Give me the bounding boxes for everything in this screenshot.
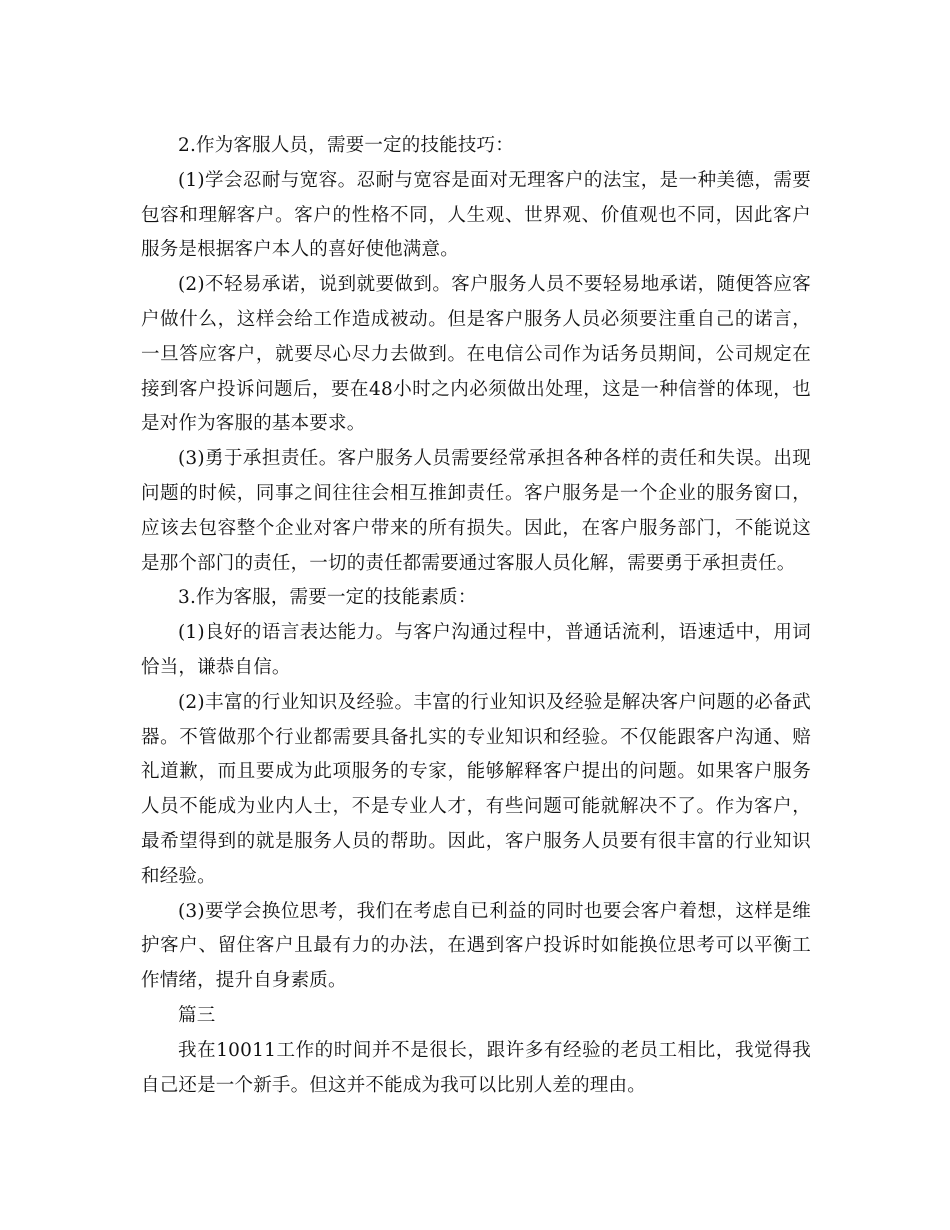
section-heading-skills: 2.作为客服人员，需要一定的技能技巧： [178,135,514,156]
section-heading-part-three: 篇三 [178,1004,216,1026]
paragraph-responsibility: (3)勇于承担责任。客户服务人员需要经常承担各种各样的责任和失误。出现问题的时候，同事之间往往会相互推卸责任。客户服务是一个企业的服务窗口，应该去包容整个企业对客户带来的所有损失。因此，在客户服务部门，不能说这是那个部门的责任，一切的责任都需要通过客服人员化解，需要勇于承担责任。 [141,448,811,574]
document-body [141,129,811,1103]
paragraph-empathy: (3)要学会换位思考，我们在考虑自已利益的同时也要会客户着想，这样是维护客户、留住客户且最有力的办法，在遇到客户投诉时如能换位思考可以平衡工作情绪，提升自身素质。 [141,900,811,992]
section-heading-qualities: 3.作为客服，需要一定的技能素质： [178,587,477,609]
paragraph-language: (1)良好的语言表达能力。与客户沟通过程中，普通话流利，语速适中，用词恰当，谦恭自信。 [141,622,811,678]
paragraph-intro: 我在10011工作的时间并不是很长，跟许多有经验的老员工相比，我觉得我自己还是一个新手。但这并不能成为我可以比别人差的理由。 [141,1039,811,1096]
paragraph-knowledge: (2)丰富的行业知识及经验。丰富的行业知识及经验是解决客户问题的必备武器。不管做那个行业都需要具备扎实的专业知识和经验。不仅能跟客户沟通、赔礼道歉，而且要成为此项服务的专家，能够解释客户提出的问题。如果客户服务人员不能成为业内人士，不是专业人才，有些问题可能就解决不了。作为客户，最希望得到的就是服务人员的帮助。因此，客户服务人员要有很丰富的行业知识和经验。 [141,691,811,887]
paragraph-promises: (2)不轻易承诺，说到就要做到。客户服务人员不要轻易地承诺，随便答应客户做什么，这样会给工作造成被动。但是客户服务人员必须要注重自己的诺言，一旦答应客户，就要尽心尽力去做到。在电信公司作为话务员期间，公司规定在接到客户投诉问题后，要在48小时之内必须做出处理，这是一种信誉的体现，也是对作为客服的基本要求。 [141,274,811,435]
paragraph-patience: (1)学会忍耐与宽容。忍耐与宽容是面对无理客户的法宝，是一种美德，需要包容和理解客户。客户的性格不同，人生观、世界观、价值观也不同，因此客户服务是根据客户本人的喜好使他满意。 [141,169,811,261]
